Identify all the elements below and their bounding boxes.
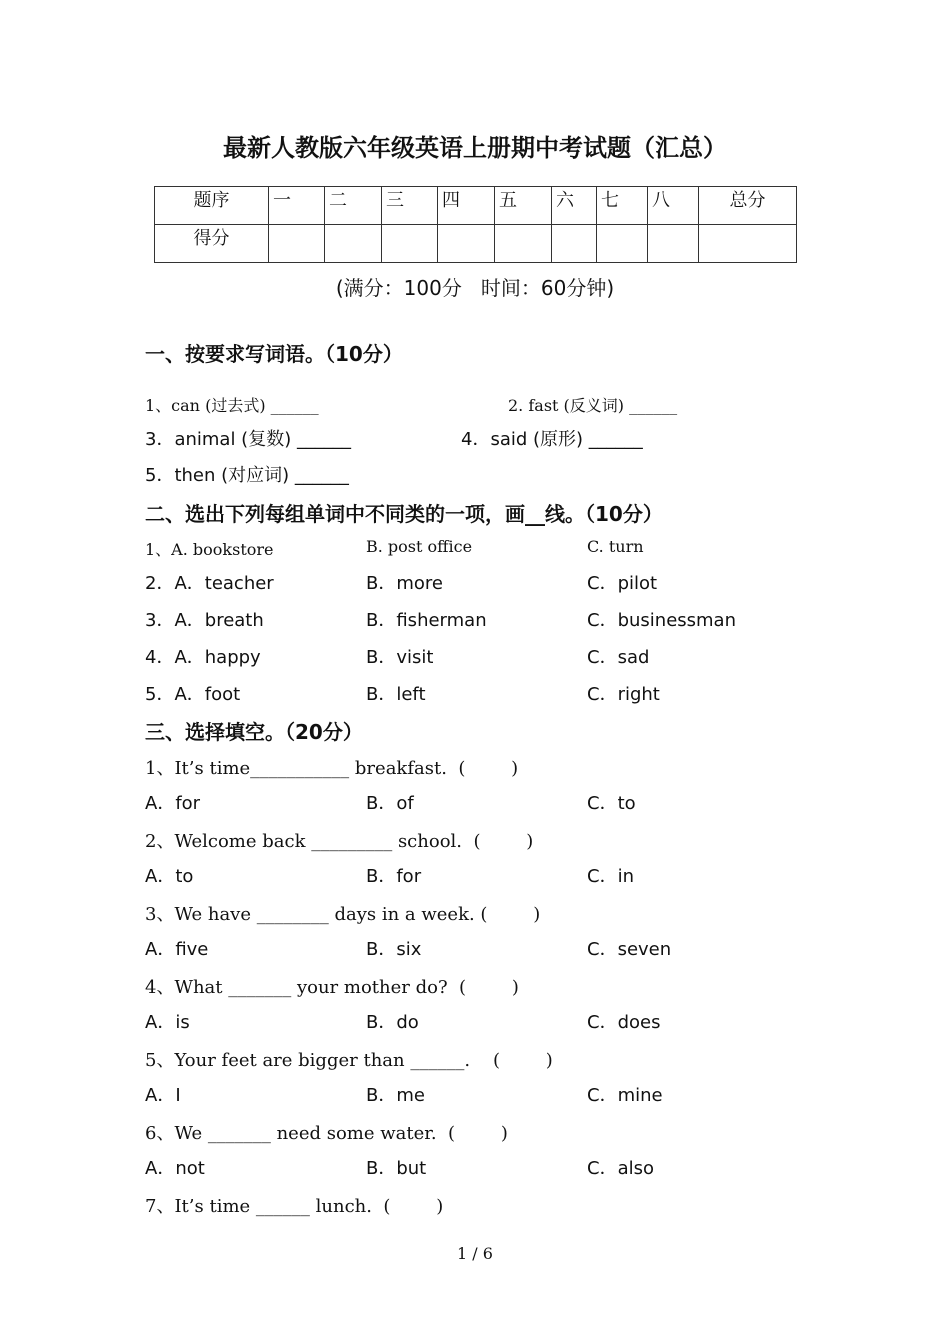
table-header-cell: 三: [382, 187, 438, 225]
option-text: C．pilot: [587, 573, 658, 594]
question-text: 7、It’s time ______ lunch. ( ): [145, 1196, 444, 1217]
question-text: 1、It’s time___________ breakfast. ( ): [145, 758, 519, 779]
option-text: 3．A．breath: [145, 610, 264, 631]
score-cell[interactable]: [269, 225, 325, 263]
option-text: B. post office: [366, 537, 473, 556]
option-text: B．visit: [366, 647, 434, 668]
question-text: 5、Your feet are bigger than ______. ( ): [145, 1050, 553, 1071]
question-text: 2、Welcome back _________ school. ( ): [145, 831, 534, 852]
option-text: B．six: [366, 939, 422, 960]
exam-subtitle: (满分：100分 时间：60分钟): [335, 276, 615, 300]
option-text: B．me: [366, 1085, 425, 1106]
table-header-cell: 题序: [155, 187, 269, 225]
option-text: C．also: [587, 1158, 654, 1179]
section-heading: 二、选出下列每组单词中不同类的一项，画__线。（10分）: [145, 502, 663, 526]
score-cell[interactable]: [552, 225, 597, 263]
option-text: B．for: [366, 866, 422, 887]
table-header-cell: 一: [269, 187, 325, 225]
page-title: 最新人教版六年级英语上册期中考试题（汇总）: [223, 134, 727, 162]
question-item: 5．then (对应词) ______: [145, 465, 349, 486]
option-text: A．I: [145, 1085, 181, 1106]
option-text: A．to: [145, 866, 194, 887]
section-heading: 三、选择填空。（20分）: [145, 720, 363, 744]
option-text: C．in: [587, 866, 634, 887]
score-table-header-row: [155, 187, 797, 225]
table-header-cell: 二: [325, 187, 382, 225]
page-number: 1 / 6: [457, 1244, 493, 1263]
score-cell[interactable]: [495, 225, 552, 263]
option-text: C．to: [587, 793, 636, 814]
option-text: C．seven: [587, 939, 672, 960]
table-header-cell: 总分: [699, 187, 797, 225]
option-text: A．not: [145, 1158, 205, 1179]
option-text: C．mine: [587, 1085, 663, 1106]
table-header-cell: 六: [552, 187, 597, 225]
question-text: 6、We _______ need some water. ( ): [145, 1123, 508, 1144]
option-text: B．of: [366, 793, 414, 814]
table-header-cell: 八: [648, 187, 699, 225]
option-text: C．sad: [587, 647, 650, 668]
option-text: A．is: [145, 1012, 190, 1033]
question-item: 1、can (过去式) ______: [145, 396, 319, 415]
question-item: 3．animal (复数) ______: [145, 429, 351, 450]
question-text: 3、We have ________ days in a week. ( ): [145, 904, 541, 925]
table-header-cell: 七: [597, 187, 648, 225]
option-text: 1、A. bookstore: [145, 540, 274, 559]
question-item: 2. fast (反义词) ______: [508, 396, 678, 415]
score-cell[interactable]: [325, 225, 382, 263]
option-text: B．left: [366, 684, 426, 705]
option-text: A．for: [145, 793, 201, 814]
option-text: C．businessman: [587, 610, 736, 631]
score-cell[interactable]: [597, 225, 648, 263]
score-table-score-row: [155, 225, 797, 263]
table-header-cell: 五: [495, 187, 552, 225]
question-item: 4．said (原形) ______: [461, 429, 643, 450]
score-cell[interactable]: [699, 225, 797, 263]
score-table: [154, 186, 797, 263]
option-text: C．right: [587, 684, 660, 705]
table-header-cell: 四: [438, 187, 495, 225]
question-text: 4、What _______ your mother do? ( ): [145, 977, 519, 998]
option-text: C. turn: [587, 537, 644, 556]
option-text: A．five: [145, 939, 209, 960]
score-cell[interactable]: [438, 225, 495, 263]
option-text: B．do: [366, 1012, 419, 1033]
option-text: B．fisherman: [366, 610, 487, 631]
table-row-label: 得分: [155, 225, 269, 263]
option-text: 2．A．teacher: [145, 573, 274, 594]
section-heading: 一、按要求写词语。（10分）: [145, 342, 403, 366]
score-cell[interactable]: [648, 225, 699, 263]
option-text: B．but: [366, 1158, 427, 1179]
option-text: B．more: [366, 573, 443, 594]
score-cell[interactable]: [382, 225, 438, 263]
option-text: 4．A．happy: [145, 647, 261, 668]
option-text: C．does: [587, 1012, 661, 1033]
option-text: 5．A．foot: [145, 684, 241, 705]
